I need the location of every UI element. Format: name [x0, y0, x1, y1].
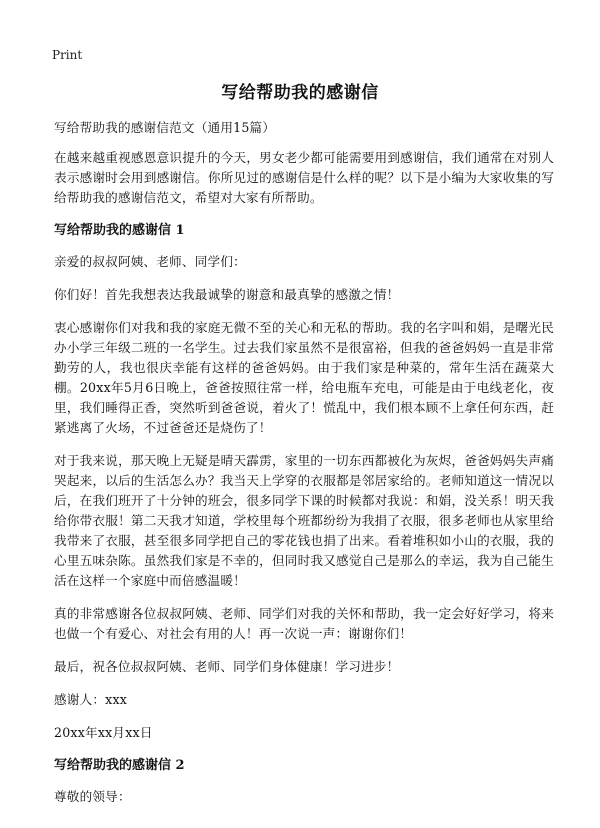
- letter-2-heading: 写给帮助我的感谢信 2: [54, 758, 185, 773]
- letter-1-date: 20xx年xx月xx日: [54, 725, 153, 740]
- intro-paragraph: 在越来越重视感恩意识提升的今天，男女老少都可能需要用到感谢信，我们通常在对别人表示感谢时会用到感谢信。你所见过的感谢信是什么样的呢？以下是小编为大家收集的写给帮助我的感谢信范文，希望对大家有所帮助。: [54, 150, 554, 205]
- letter-1-salutation: 亲爱的叔叔阿姨、老师、同学们：: [54, 254, 246, 269]
- print-link[interactable]: Print: [52, 48, 83, 62]
- letter-1-paragraph-3: 对于我来说，那天晚上无疑是晴天霹雳，家里的一切东西都被化为灰烬，爸爸妈妈失声痛哭起来，以后的生活怎么办？我当天上学穿的衣服都是邻居家给的。老师知道这一情况以后，在我们班开了十分钟的班会，很多同学下课的时候都对我说：和娟，没关系！明天我给你带衣服！第二天我才知道，学校里每个班都纷纷为我捐了衣服，很多老师也从家里给我带来了衣服，甚至很多同学把自己的零花钱也捐了出来。看着堆积如小山的衣服，我的心里五味杂陈。虽然我们家是不幸的，但同时我又感觉自己是那么的幸运，我为自己能生活在这样一个家庭中而倍感温暖！: [54, 453, 554, 588]
- document-subtitle: 写给帮助我的感谢信范文（通用15篇）: [54, 120, 276, 135]
- page-title: 写给帮助我的感谢信: [221, 83, 379, 103]
- letter-1-paragraph-1: 你们好！首先我想表达我最诚挚的谢意和最真挚的感激之情！: [54, 287, 400, 302]
- document-body: [54, 118, 554, 820]
- letter-1-paragraph-5: 最后，祝各位叔叔阿姨、老师、同学们身体健康！学习进步！: [54, 659, 400, 674]
- letter-2-salutation: 尊敬的领导：: [54, 789, 131, 804]
- letter-1-paragraph-2: 衷心感谢你们对我和我的家庭无微不至的关心和无私的帮助。我的名字叫和娟，是曙光民办小学三年级二班的一名学生。过去我们家虽然不是很富裕，但我的爸爸妈妈一直是非常勤劳的人，我也很庆幸能有这样的爸爸妈妈。由于我们家是种菜的，常年生活在蔬菜大棚。20xx年5月6日晚上，爸爸按照往常一样，给电瓶车充电，可能是由于电线老化，夜里，我们睡得正香，突然听到爸爸说，着火了！慌乱中，我们根本顾不上拿任何东西，赶紧逃离了火场，不过爸爸还是烧伤了！: [54, 320, 554, 435]
- letter-1-heading: 写给帮助我的感谢信 1: [54, 223, 185, 238]
- letter-1-signature: 感谢人：xxx: [54, 692, 128, 707]
- letter-1-paragraph-4: 真的非常感谢各位叔叔阿姨、老师、同学们对我的关怀和帮助，我一定会好好学习，将来也做一个有爱心、对社会有用的人！再一次说一声：谢谢你们！: [54, 606, 554, 641]
